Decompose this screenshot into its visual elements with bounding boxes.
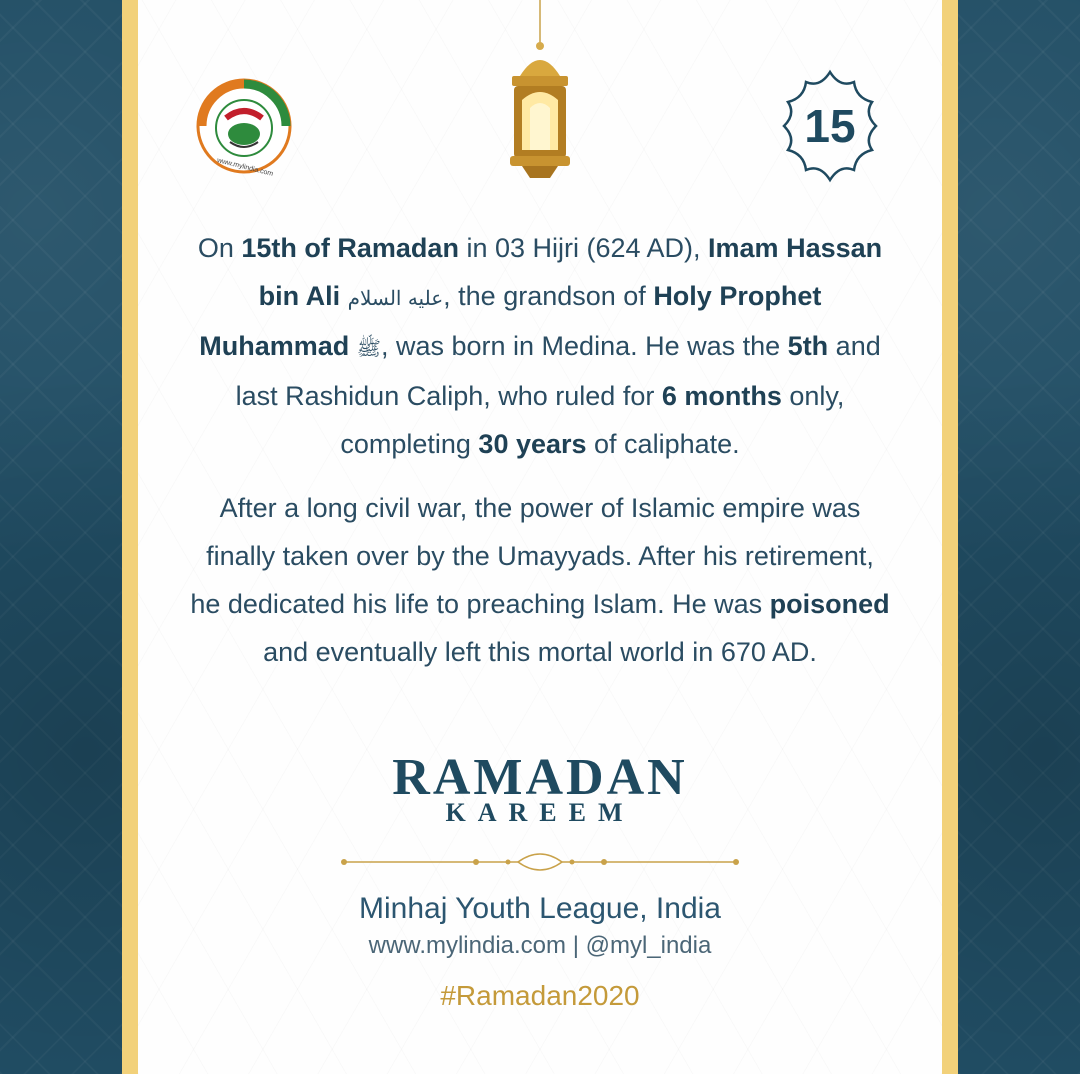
history-paragraph-2 (190, 484, 890, 676)
organization-name: Minhaj Youth League, India (359, 892, 721, 925)
organization-links: www.mylindia.com | @myl_india (368, 932, 712, 959)
bold-segment: 5th (787, 331, 829, 361)
kareem-subtitle: KAREEM (445, 798, 635, 827)
bold-segment: 30 years (478, 429, 587, 459)
bold-segment: 6 months (661, 381, 782, 411)
bold-segment: poisoned (769, 589, 890, 619)
hanging-lantern-icon (500, 0, 580, 185)
text-segment: On (197, 233, 242, 263)
history-paragraph-1 (190, 224, 890, 468)
honorific-calligraphy: عليه السلام (347, 286, 444, 310)
ramadan-title: RAMADAN (392, 749, 688, 806)
text-segment: of caliphate. (586, 429, 740, 459)
bold-segment: Holy Prophet Muhammad (199, 281, 822, 361)
ornamental-divider-icon (338, 848, 742, 876)
background-left-panel (0, 0, 122, 1074)
text-segment: , was born in Medina. He was the (380, 331, 788, 361)
logo-url-text: www.mylindia.com (216, 157, 274, 178)
day-number: 15 (804, 100, 856, 152)
text-segment: in 03 Hijri (624 AD), (458, 233, 709, 263)
campaign-hashtag: #Ramadan2020 (440, 980, 640, 1011)
text-segment: only, completing (340, 381, 845, 459)
text-segment: After a long civil war, the power of Islamic empire was finally taken over by the Umayyads. After his retirement, he dedicated his life to preaching Islam. He was (190, 493, 874, 619)
text-segment: and last Rashidun Caliph, who ruled for (235, 331, 881, 411)
bold-segment: Imam Hassan bin Ali (258, 233, 883, 311)
text-segment: and eventually left this mortal world in 670 AD. (263, 637, 817, 667)
bold-segment: 15th of Ramadan (241, 233, 459, 263)
honorific-calligraphy: ﷺ (356, 336, 381, 360)
text-segment: , the grandson of (443, 281, 654, 311)
background-right-panel (958, 0, 1080, 1074)
